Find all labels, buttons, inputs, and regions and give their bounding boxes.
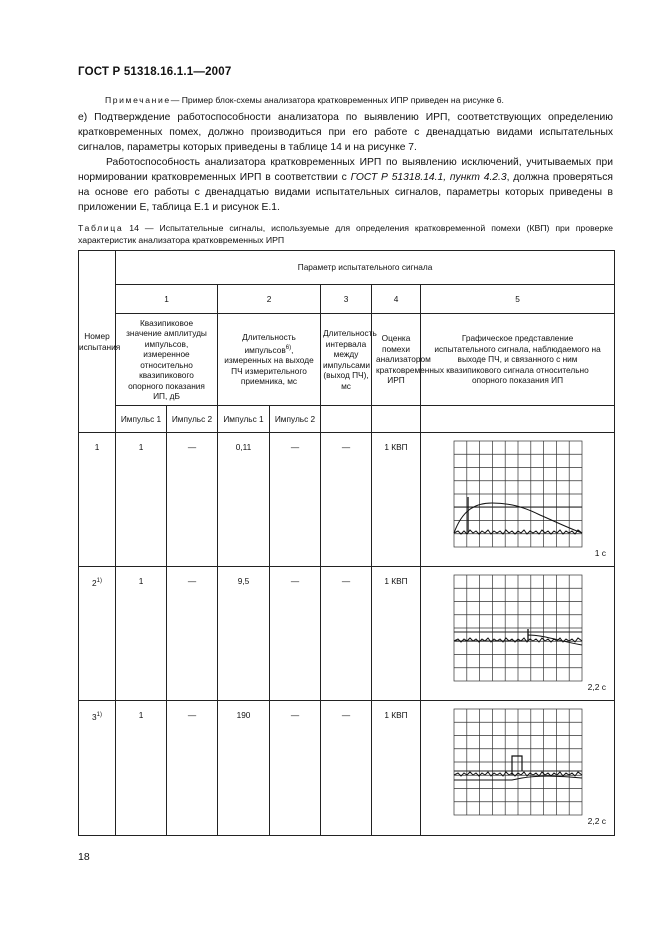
row3-time-label: 2,2 с: [587, 816, 607, 826]
col-number-2: 2: [218, 285, 321, 314]
header-param: Параметр испытательного сигнала: [116, 251, 615, 285]
row3-footnote: 1): [96, 712, 102, 718]
header-graph: Графическое представление испытательного сигнала, наблюдаемого на выходе ПЧ, и связанного с ним квазипикового сигнала относительно опорного показания ИП: [421, 314, 615, 406]
row3-amp1: 1: [116, 701, 167, 836]
header-duration-footnote: 6): [285, 344, 292, 351]
header-interval: Длительность интервала между импульсами (выход ПЧ), мс: [321, 314, 372, 406]
sub-amp-impulse2: Импульс 2: [167, 406, 218, 433]
row3-dur2: —: [270, 701, 321, 836]
row1-test-number: 1: [79, 433, 116, 567]
note-text: — Пример блок-схемы анализатора кратковременных ИПР приведен на рисунке 6.: [170, 95, 504, 105]
row3-graph-cell: [421, 701, 615, 836]
row2-footnote: 1): [96, 578, 102, 584]
row1-time-label: 1 с: [594, 548, 607, 558]
row1-dur2: —: [270, 433, 321, 567]
sub-dur-impulse1: Импульс 1: [218, 406, 270, 433]
row1-graph-cell: [421, 433, 615, 567]
sub-amp-impulse1: Импульс 1: [116, 406, 167, 433]
row1-dur1: 0,11: [218, 433, 270, 567]
row2-dur1: 9,5: [218, 567, 270, 701]
para2-part1: Работоспособность анализатора кратковременных ИРП по выявлению исключений, учитываемых при нормировании кратковременных ИРП в соответствии с: [78, 157, 613, 183]
row3-signal-graph: [454, 709, 582, 815]
row1-interval: —: [321, 433, 372, 567]
test-signals-table: [78, 250, 615, 836]
paragraph-2: [78, 155, 613, 215]
header-duration-main: Длительность импульсов: [242, 332, 296, 355]
row3-amp2: —: [167, 701, 218, 836]
header-duration-rest: , измеренных на выходе ПЧ измерительного приемника, мс: [224, 344, 314, 387]
row2-evaluation: 1 КВП: [372, 567, 421, 701]
col-number-1: 1: [116, 285, 218, 314]
row3-interval: —: [321, 701, 372, 836]
row1-amp2: —: [167, 433, 218, 567]
col-number-5: 5: [421, 285, 615, 314]
para2-part2: , должна проверяться на основе его работы с двенадцатью видами испытательных сигналов, параметры которых приведены в приложении Е, таблица Е.1 и рисунок Е.1.: [78, 172, 613, 213]
sub-dur-impulse2: Импульс 2: [270, 406, 321, 433]
document-header: ГОСТ Р 51318.16.1.1—2007: [78, 66, 232, 78]
header-duration: [218, 314, 321, 406]
row1-evaluation: 1 КВП: [372, 433, 421, 567]
paragraph-e: е) Подтверждение работоспособности анализатора по выявлению ИРП, соответствующих определению кратковременных помех, должно производиться при его работе с двенадцатью видами испытательных сигналов, параметры которых приведены в таблице 14 и на рисунке 7.: [78, 112, 613, 153]
col-number-4: 4: [372, 285, 421, 314]
row2-amp2: —: [167, 567, 218, 701]
row2-test-number: 2$^{1)}$: [79, 567, 116, 701]
caption-label: Таблица: [78, 223, 124, 233]
header-test-number: Номер испытания: [79, 251, 116, 433]
row3-test-number: 3$^{1)}$: [79, 701, 116, 836]
table-row: [79, 567, 615, 701]
row2-graph-cell: [421, 567, 615, 701]
table-caption: [78, 222, 613, 246]
header-evaluation: Оценка помехи анализатором кратковременных ИРП: [372, 314, 421, 406]
row2-time-label: 2,2 с: [587, 682, 607, 692]
row2-dur2: —: [270, 567, 321, 701]
row1-signal-graph: [454, 441, 582, 547]
row3-dur1: 190: [218, 701, 270, 836]
row2-signal-graph: [454, 575, 582, 681]
header-amplitude: Квазипиковое значение амплитуды импульсов, измеренное относительно квазипикового опорного показания ИП, дБ: [116, 314, 218, 406]
page-number: 18: [78, 851, 90, 863]
row3-evaluation: 1 КВП: [372, 701, 421, 836]
caption-text: 14 — Испытательные сигналы, используемые для определения кратковременной помехи (КВП) при проверке характеристик анализатора кратковременных ИРП: [78, 223, 613, 245]
table-row: [79, 701, 615, 836]
row2-interval: —: [321, 567, 372, 701]
note-label: Примечание: [105, 95, 171, 105]
row2-amp1: 1: [116, 567, 167, 701]
row1-amp1: 1: [116, 433, 167, 567]
note: [105, 95, 504, 105]
col-number-3: 3: [321, 285, 372, 314]
table-row: [79, 433, 615, 567]
para2-ref: ГОСТ Р 51318.14.1, пункт 4.2.3: [350, 172, 507, 183]
